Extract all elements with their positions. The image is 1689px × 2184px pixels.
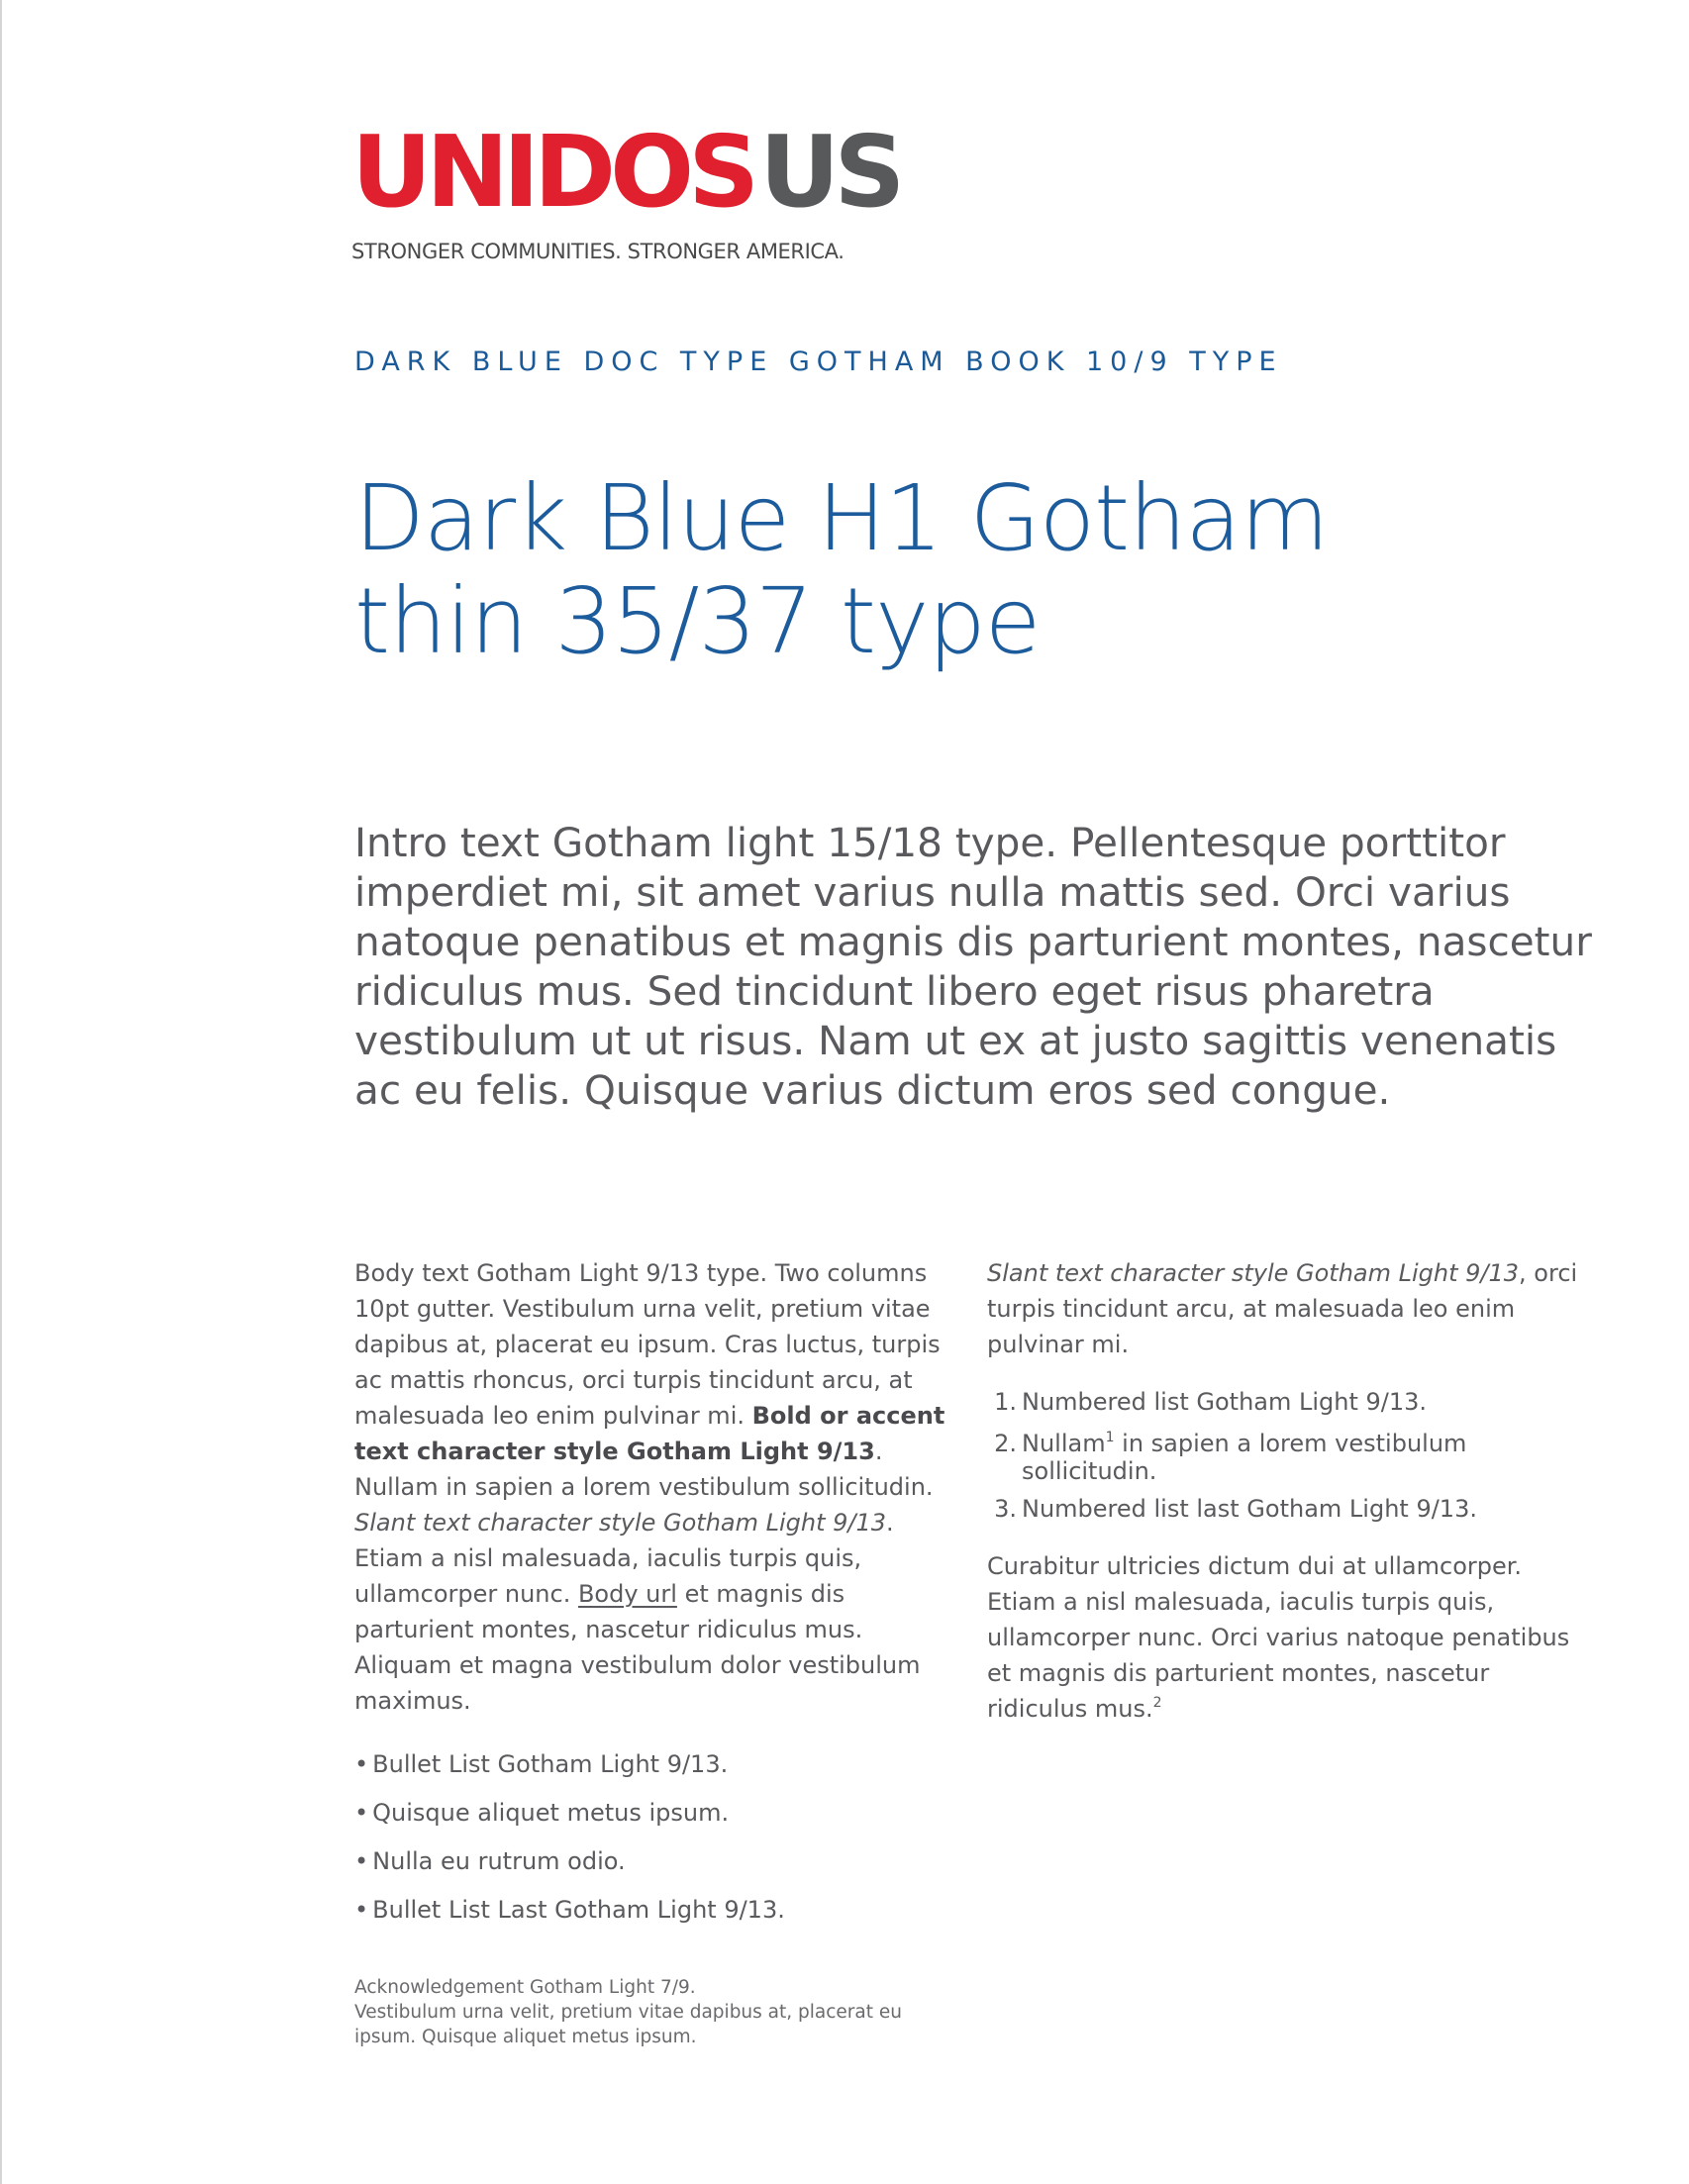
numbered-list-item (987, 1426, 1591, 1485)
body-url-link[interactable]: Body url (577, 1580, 677, 1608)
body-paragraph (987, 1548, 1591, 1727)
bullet-list-item: • Bullet List Gotham Light 9/13. (354, 1746, 948, 1782)
list-number: 1. (994, 1388, 1017, 1416)
logo-wordmark-grey: US (759, 114, 900, 230)
slant-paragraph (987, 1255, 1591, 1362)
page-edge (0, 0, 2, 2184)
bullet-list (354, 1746, 948, 1928)
body-paragraph (354, 1255, 948, 1719)
slant-text: Slant text character style Gotham Light 9/13 (987, 1259, 1520, 1287)
logo-wordmark (351, 114, 900, 230)
numbered-list (987, 1384, 1591, 1527)
page-title (354, 467, 1443, 673)
acknowledgement-title: Acknowledgement Gotham Light 7/9. (354, 1977, 696, 1998)
acknowledgement (354, 1975, 968, 2049)
right-column (987, 1255, 1591, 1727)
body-text: , orci turpis tincidunt arcu, at malesuada leo enim pulvinar mi. (987, 1259, 1578, 1358)
unidosus-logo (351, 114, 900, 263)
list-item-text-a: Nullam (1022, 1430, 1106, 1457)
list-item-text (1022, 1426, 1591, 1485)
list-number: 2. (994, 1430, 1017, 1457)
body-text: . Etiam a nisl malesuada, iaculis turpis quis, ullamcorper nunc. (354, 1509, 894, 1608)
intro-text: Intro text Gotham light 15/18 type. Pellentesque porttitor imperdiet mi, sit amet varius nulla mattis sed. Orci varius natoque penatibus et magnis dis parturient montes, nascetur ridiculus mus. Sed tincidunt libero eget risus pharetra vestibulum ut ut risus. Nam ut ex at justo sagittis venenatis ac eu felis. Quisque varius dictum eros sed congue. (354, 819, 1592, 1114)
bold-text: Bold or accent text character style Gotham Light 9/13 (354, 1402, 945, 1465)
numbered-list-item (987, 1491, 1591, 1527)
slant-text: Slant text character style Gotham Light 9/13 (354, 1509, 887, 1537)
acknowledgement-body: Vestibulum urna velit, pretium vitae dapibus at, placerat eu ipsum. Quisque aliquet metus ipsum. (354, 2002, 902, 2047)
footnote-marker: 1 (1105, 1430, 1115, 1445)
page-title-line-2: thin 35/37 type (354, 568, 1041, 674)
left-column (354, 1255, 948, 1940)
logo-wordmark-red: UNIDOS (351, 114, 754, 230)
page-title-line-1: Dark Blue H1 Gotham (354, 465, 1329, 571)
list-item-text: Numbered list Gotham Light 9/13. (1022, 1388, 1428, 1416)
bullet-list-item: • Nulla eu rutrum odio. (354, 1843, 948, 1879)
list-number: 3. (994, 1495, 1017, 1523)
bullet-list-item: • Quisque aliquet metus ipsum. (354, 1795, 948, 1831)
doc-type-label: DARK BLUE DOC TYPE GOTHAM BOOK 10/9 TYPE (354, 347, 1283, 377)
body-text: Curabitur ultricies dictum dui at ullamcorper. Etiam a nisl malesuada, iaculis turpis quis, ullamcorper nunc. Orci varius natoque penatibus et magnis dis parturient montes, nascetur ridiculus mus. (987, 1552, 1570, 1723)
bullet-list-item: • Bullet List Last Gotham Light 9/13. (354, 1892, 948, 1928)
footnote-marker: 2 (1152, 1695, 1162, 1711)
body-text: et magnis dis parturient montes, nascetur ridiculus mus. Aliquam et magna vestibulum dolor vestibulum maximus. (354, 1580, 921, 1715)
numbered-list-item (987, 1384, 1591, 1420)
logo-tagline: STRONGER COMMUNITIES. STRONGER AMERICA. (351, 240, 844, 263)
list-item-text-b: in sapien a lorem vestibulum sollicitudin. (1022, 1430, 1467, 1485)
list-item-text: Numbered list last Gotham Light 9/13. (1022, 1495, 1477, 1523)
body-text: Body text Gotham Light 9/13 type. Two columns 10pt gutter. Vestibulum urna velit, pretium vitae dapibus at, placerat eu ipsum. Cras luctus, turpis ac mattis rhoncus, orci turpis tincidunt arcu, at malesuada leo enim pulvinar mi. (354, 1259, 941, 1430)
body-text: . Nullam in sapien a lorem vestibulum sollicitudin. (354, 1438, 934, 1501)
